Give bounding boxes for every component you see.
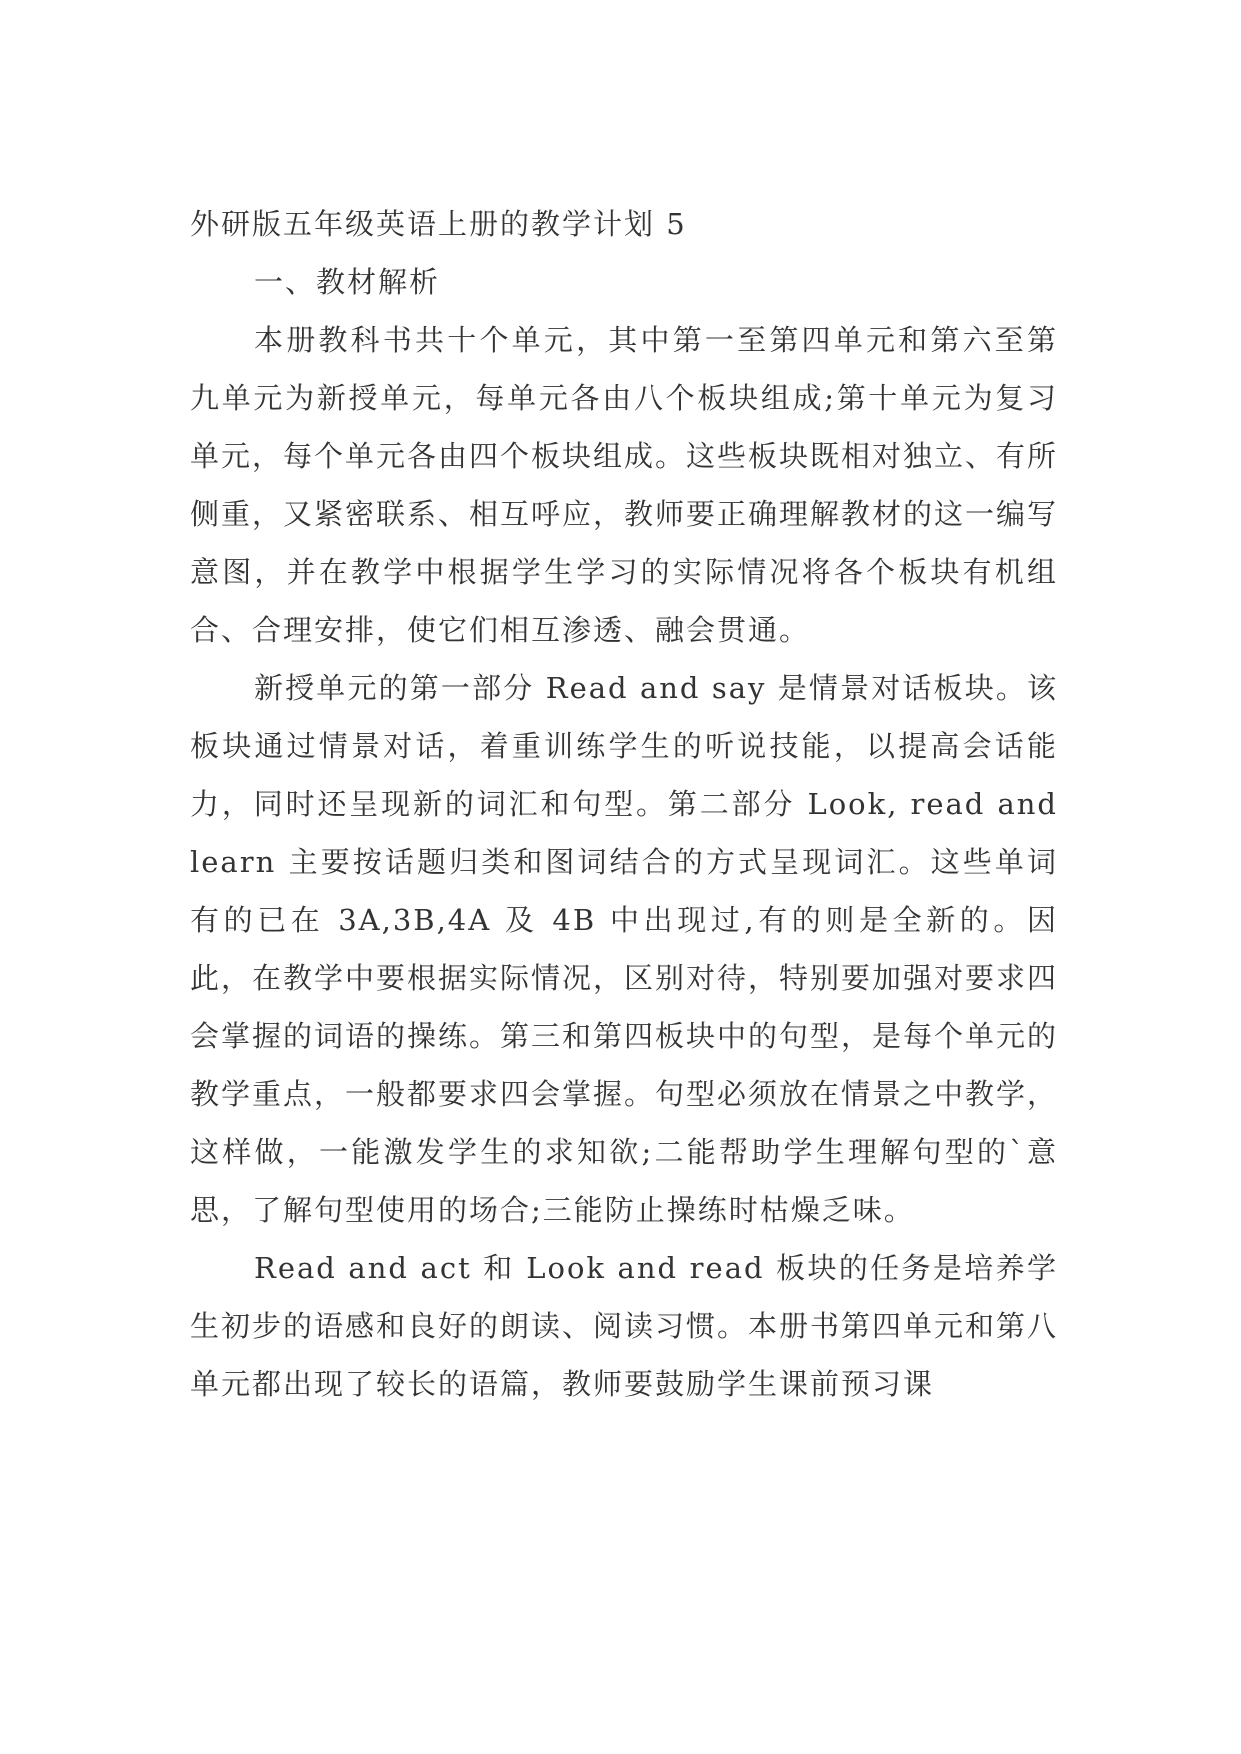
document-title: 外研版五年级英语上册的教学计划 5	[190, 207, 687, 241]
paragraph-textbook-overview: 本册教科书共十个单元，其中第一至第四单元和第六至第九单元为新授单元，每单元各由八个板块组成;第十单元为复习单元，每个单元各由四个板块组成。这些板块既相对独立、有所侧重，又紧密联系、相互呼应，教师要正确理解教材的这一编写意图，并在教学中根据学生学习的实际情况将各个板块有机组合、合理安排，使它们相互渗透、融会贯通。	[190, 323, 1059, 647]
paragraph-read-and-act: Read and act 和 Look and read 板块的任务是培养学生初步的语感和良好的朗读、阅读习惯。本册书第四单元和第八单元都出现了较长的语篇，教师要鼓励学生课前预习课	[190, 1251, 1059, 1401]
section-heading: 一、教材解析	[254, 265, 441, 299]
document-body	[190, 195, 1058, 1413]
paragraph-new-units: 新授单元的第一部分 Read and say 是情景对话板块。该板块通过情景对话，着重训练学生的听说技能，以提高会话能力，同时还呈现新的词汇和句型。第二部分 Look, read and learn 主要按话题归类和图词结合的方式呈现词汇。这些单词有的已在 3A,3B,4A 及 4B 中出现过,有的则是全新的。因此，在教学中要根据实际情况，区别对待，特别要加强对要求四会掌握的词语的操练。第三和第四板块中的句型，是每个单元的教学重点，一般都要求四会掌握。句型必须放在情景之中教学，这样做，一能激发学生的求知欲;二能帮助学生理解句型的`意思，了解句型使用的场合;三能防止操练时枯燥乏味。	[190, 671, 1059, 1227]
